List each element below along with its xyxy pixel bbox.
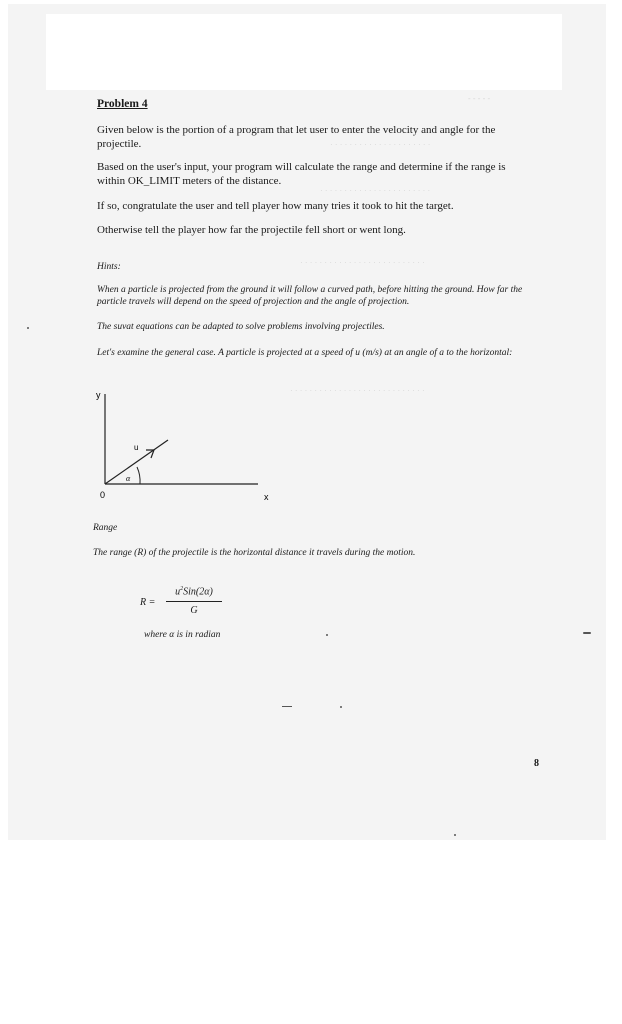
scan-speck: [282, 706, 292, 707]
fraction-bar: [166, 601, 222, 602]
hint-curved-path: When a particle is projected from the ground it will follow a curved path, before hitting the ground. How far the particle travels will depend on the speed of projection and the angle of projection.: [97, 285, 523, 307]
paragraph-intro: Given below is the portion of a program that let user to enter the velocity and angle for the projectile.: [97, 124, 496, 150]
velocity-label: u: [134, 443, 139, 452]
formula-numerator: $u^2Sin(2\alpha)$: [175, 586, 213, 598]
bleed-through-text: · · · · · · · · · · · · · · · · · · · · · · · · · · · ·: [290, 386, 425, 395]
paragraph-range-check: Based on the user's input, your program will calculate the range and determine if the range is within OK_LIMIT meters of the distance.: [97, 161, 506, 187]
hint-general-case: Let's examine the general case. A particle is projected at a speed of u (m/s) at an angle of a to the horizontal:: [97, 348, 513, 358]
range-description: The range (R) of the projectile is the horizontal distance it travels during the motion.: [93, 548, 416, 558]
paragraph-otherwise: Otherwise tell the player how far the projectile fell short or went long.: [97, 224, 406, 236]
hints-heading: Hints:: [97, 262, 121, 272]
formula-lhs: R =: [140, 597, 156, 608]
blank-header-area: [46, 14, 562, 90]
projectile-diagram: [88, 384, 278, 504]
formula-denominator: G: [190, 605, 198, 616]
bleed-through-text: · · · · · · · · · · · · · · · · · · · · · · · · · ·: [300, 258, 425, 267]
scan-speck: [326, 634, 328, 636]
x-axis-label: x: [264, 492, 269, 502]
formula-note: where α is in radian: [144, 630, 221, 640]
problem-title: Problem 4: [97, 98, 148, 110]
range-heading: Range: [93, 523, 118, 533]
angle-label: α: [126, 474, 131, 483]
bleed-through-text: · · · · · · · · · · · · · · · · · · · · ·: [330, 140, 431, 149]
page-number: 8: [534, 758, 539, 769]
bleed-through-text: · · · · · · · · · · · · · · · · · · · · · · ·: [320, 186, 431, 195]
origin-label: 0: [100, 490, 106, 500]
scan-speck: [27, 327, 29, 329]
y-axis-label: y: [96, 390, 101, 400]
hint-suvat: The suvat equations can be adapted to solve problems involving projectiles.: [97, 322, 385, 332]
bleed-through-text: - - - - -: [468, 94, 491, 103]
angle-arc: [137, 467, 140, 484]
paragraph-congratulate: If so, congratulate the user and tell player how many tries it took to hit the target.: [97, 200, 454, 212]
scan-speck: [340, 706, 342, 708]
scan-speck: [583, 632, 591, 634]
scan-speck: [454, 834, 456, 836]
